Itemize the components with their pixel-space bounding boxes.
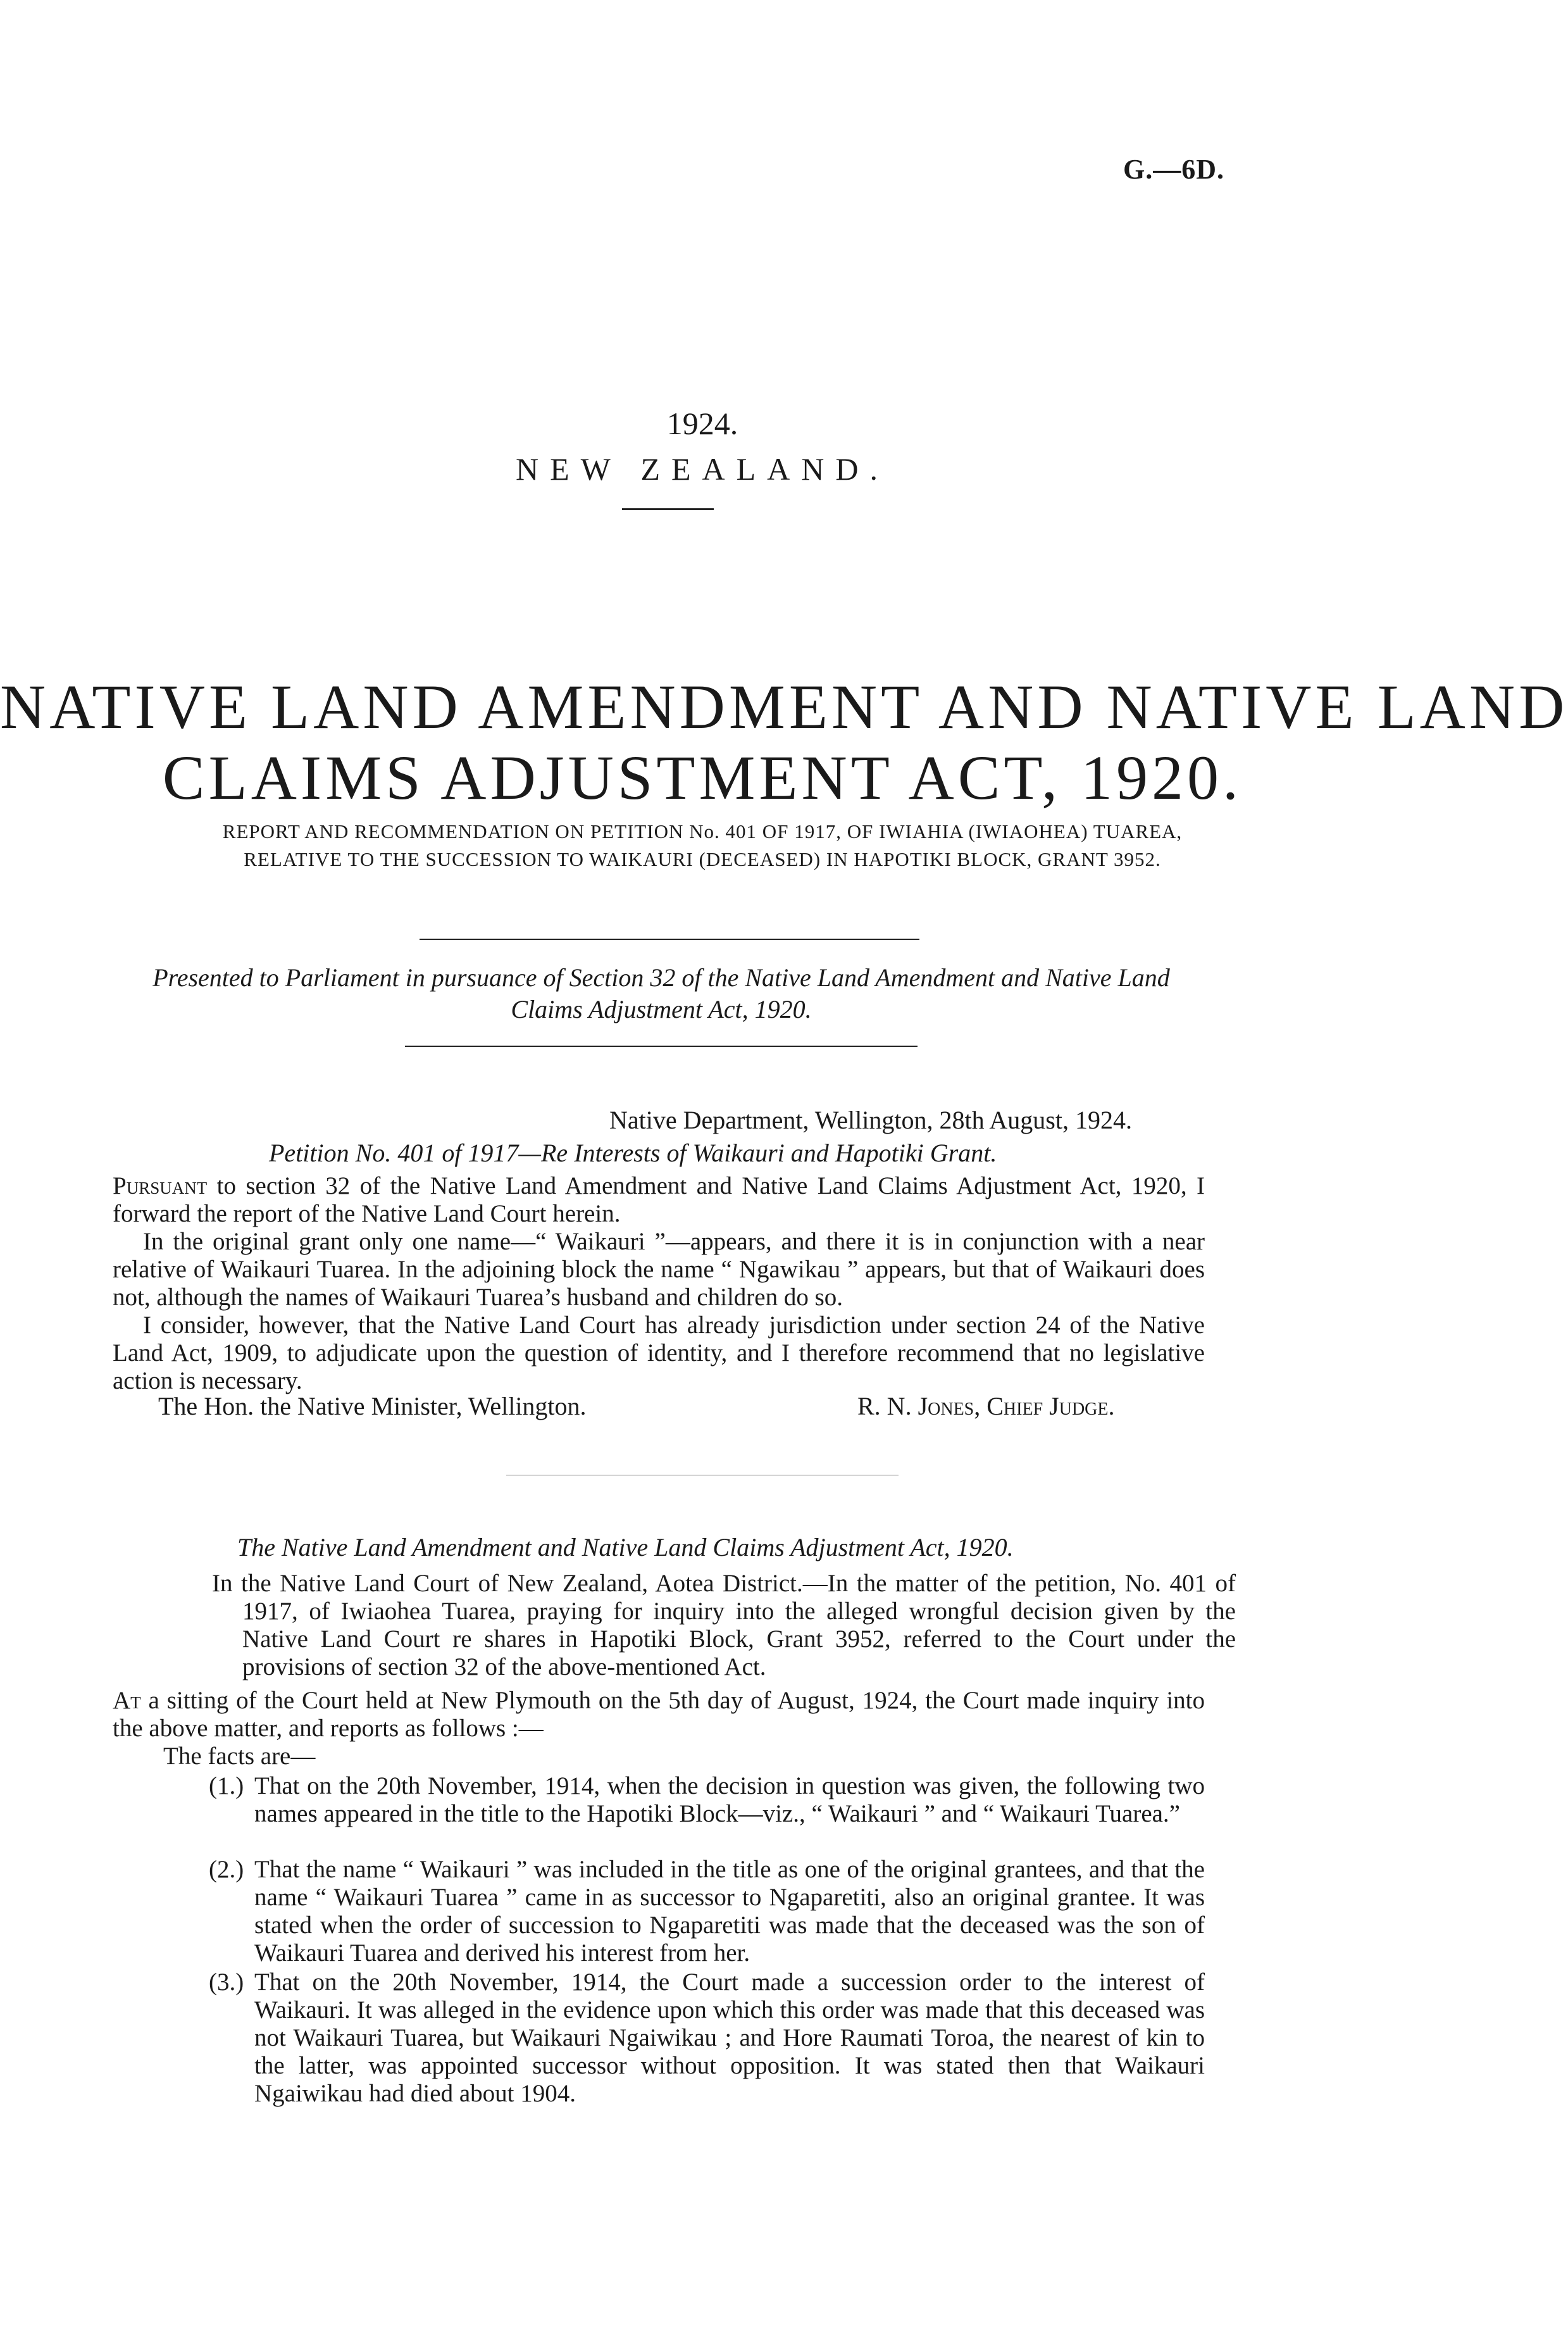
- letter-paragraph-1: [113, 1172, 1205, 1228]
- document-reference: G.—6D.: [1123, 154, 1224, 185]
- presented-note: Presented to Parliament in pursuance of Section 32 of the Native Land Amendment and Native Land Claims Adjustment Act, 1920.: [152, 963, 1170, 1023]
- report-sitting-text: a sitting of the Court held at New Plymouth on the 5th day of August, 1924, the Court made inquiry into the above matter, and reports as follows :—: [113, 1687, 1205, 1742]
- letter-dateline: Native Department, Wellington, 28th August, 1924.: [609, 1106, 1132, 1134]
- letter-subject: Petition No. 401 of 1917—Re Interests of Waikauri and Hapotiki Grant.: [269, 1139, 997, 1167]
- report-sitting-lead: At: [113, 1687, 141, 1714]
- letter-paragraph-1-text: to section 32 of the Native Land Amendment and Native Land Claims Adjustment Act, 1920, I forward the report of the Native Land Court herein.: [113, 1172, 1205, 1227]
- report-sitting: [113, 1687, 1205, 1742]
- publication-year: 1924.: [666, 406, 738, 441]
- letter-paragraph-2: In the original grant only one name—“ Waikauri ”—appears, and there it is in conjunction with a near relative of Waikauri Tuarea. In the adjoining block the name “ Ngawikau ” appears, but that of Waikauri does not, although the names of Waikauri Tuarea’s husband and children do so.: [113, 1228, 1205, 1311]
- report-fact-3-number: (3.): [209, 1968, 244, 1996]
- report-act-heading: The Native Land Amendment and Native Land Claims Adjustment Act, 1920.: [237, 1533, 1014, 1561]
- report-fact-2: [209, 1856, 1205, 1967]
- letter-paragraph-1-lead: Pursuant: [113, 1172, 208, 1199]
- report-fact-3: [209, 1968, 1205, 2108]
- report-matter: In the Native Land Court of New Zealand, Aotea District.—In the matter of the petition, No. 401 of 1917, of Iwiaohea Tuarea, praying for inquiry into the alleged wrongful decision given by the Native Land Court re shares in Hapotiki Block, Grant 3952, referred to the Court under the provisions of section 32 of the above-mentioned Act.: [212, 1570, 1236, 1680]
- presented-divider: [405, 1046, 918, 1047]
- report-fact-1-text: That on the 20th November, 1914, when the decision in question was given, the following two names appeared in the title to the Hapotiki Block—viz., “ Waikauri ” and “ Waikauri Tuarea.”: [254, 1772, 1205, 1827]
- title-line-1: NATIVE LAND AMENDMENT AND NATIVE LAND: [0, 672, 1568, 742]
- letter-paragraph-3: I consider, however, that the Native Land Court has already jurisdiction under section 24 of the Native Land Act, 1909, to adjudicate upon the question of identity, and I therefore recommend that no legislative action is necessary.: [113, 1311, 1205, 1394]
- country-heading: NEW ZEALAND.: [516, 451, 889, 487]
- report-fact-2-number: (2.): [209, 1856, 244, 1883]
- subtitle-line-1: REPORT AND RECOMMENDATION ON PETITION No. 401 OF 1917, OF IWIAHIA (IWIAOHEA) TUAREA,: [222, 820, 1183, 842]
- title-line-2: CLAIMS ADJUSTMENT ACT, 1920.: [162, 742, 1243, 813]
- report-fact-3-text: That on the 20th November, 1914, the Court made a succession order to the interest of Waikauri. It was alleged in the evidence upon which this order was made that this deceased was not Waikauri Tuarea, but Waikauri Ngaiwikau ; and Hore Raumati Toroa, the nearest of kin to the latter, was appointed successor without opposition. It was stated then that Waikauri Ngaiwikau had died about 1904.: [254, 1968, 1205, 2107]
- subtitle-line-2: RELATIVE TO THE SUCCESSION TO WAIKAURI (DECEASED) IN HAPOTIKI BLOCK, GRANT 3952.: [244, 848, 1161, 870]
- report-fact-2-text: That the name “ Waikauri ” was included in the title as one of the original grantees, and that the name “ Waikauri Tuarea ” came in as successor to Ngaparetiti, also an original grantee. It was stated when the order of succession to Ngaparetiti was made that the deceased was the son of Waikauri Tuarea and derived his interest from her.: [254, 1856, 1205, 1967]
- report-facts-intro: The facts are—: [163, 1742, 316, 1770]
- title-divider: [420, 939, 919, 940]
- report-fact-1: [209, 1772, 1205, 1828]
- letter-addressee: The Hon. the Native Minister, Wellington.: [158, 1392, 587, 1420]
- subtitle: [0, 818, 1405, 873]
- letter-signatory: R. N. Jones, Chief Judge.: [857, 1392, 1115, 1420]
- header-divider: [622, 508, 714, 510]
- report-fact-1-number: (1.): [209, 1772, 244, 1799]
